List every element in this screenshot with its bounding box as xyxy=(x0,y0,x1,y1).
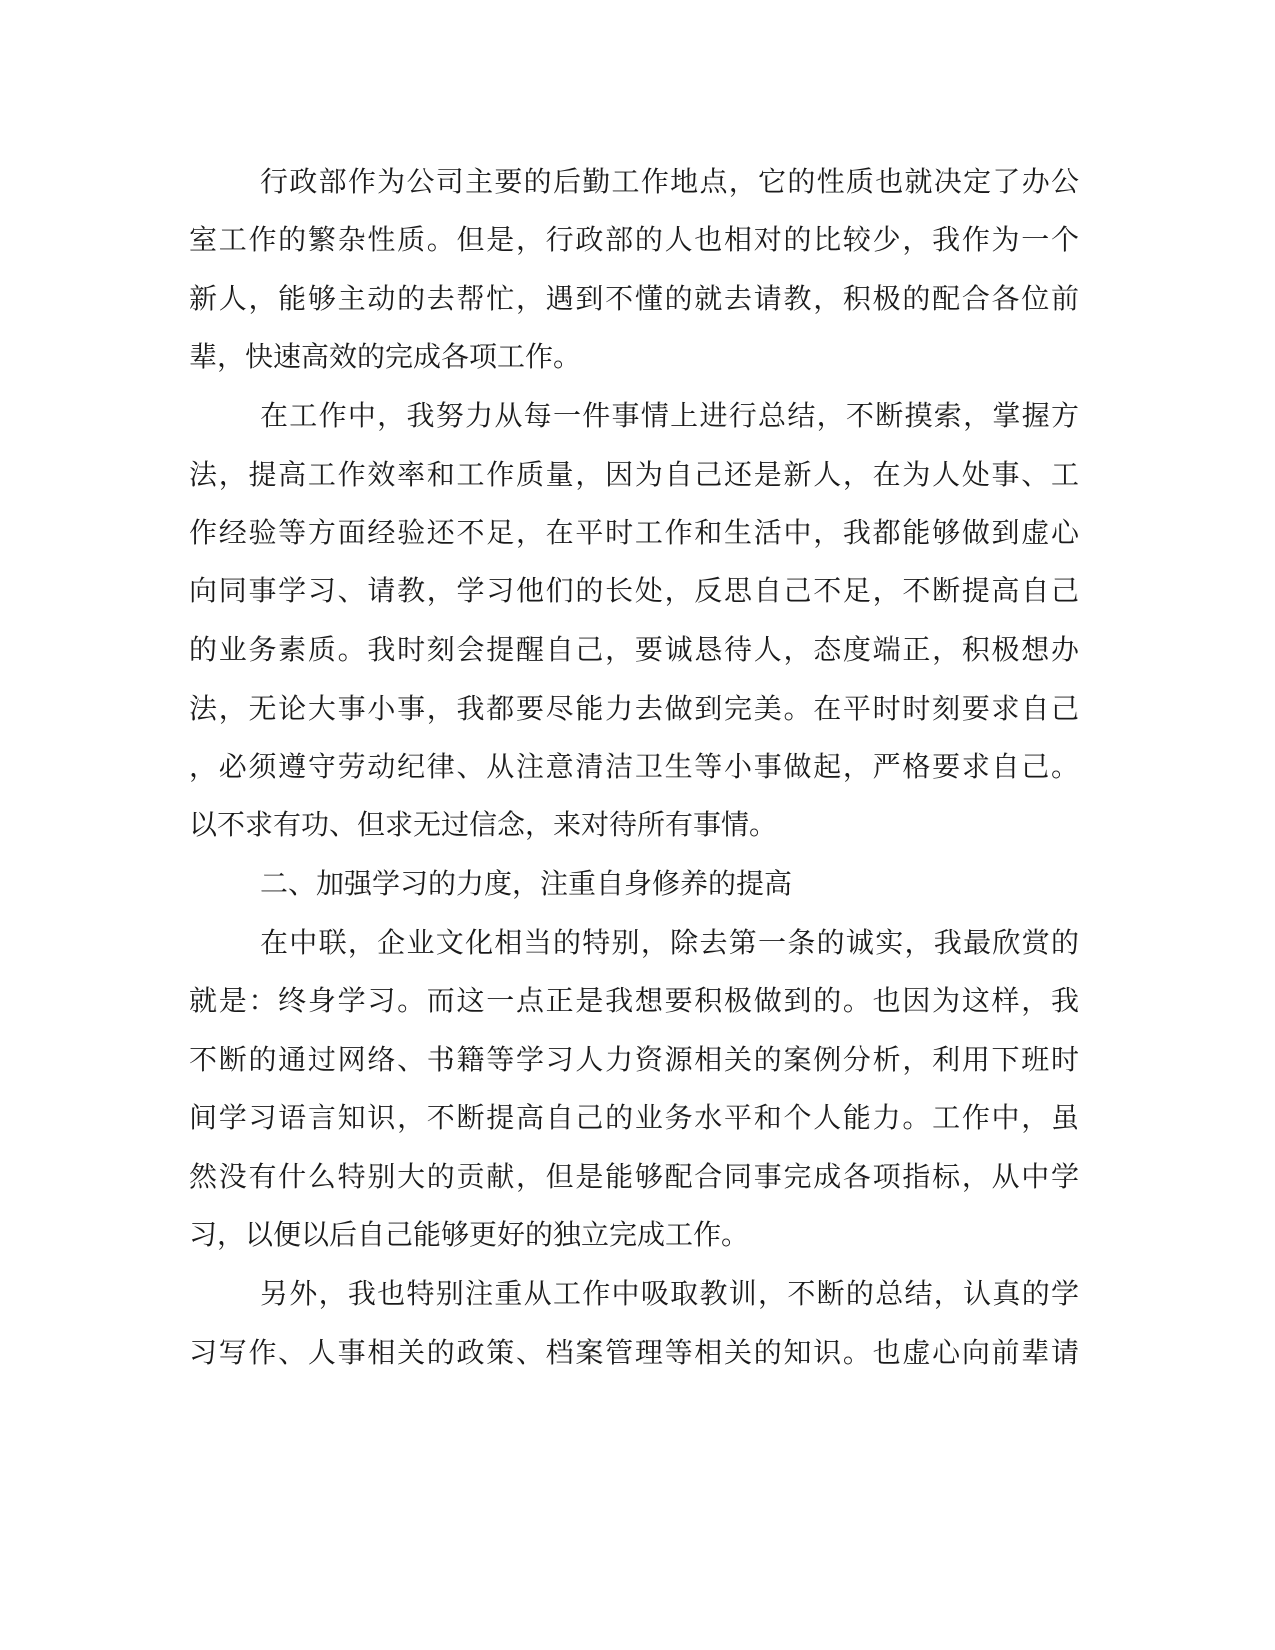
section-heading: 二、加强学习的力度，注重自身修养的提高 xyxy=(260,867,793,900)
text-line: 另外，我也特别注重从工作中吸取教训，不断的总结，认真的学 xyxy=(260,1277,1079,1310)
text-line: 辈，快速高效的完成各项工作。 xyxy=(189,340,582,373)
text-line: 以不求有功、但求无过信念，来对待所有事情。 xyxy=(189,808,778,841)
text-line: 向同事学习、请教，学习他们的长处，反思自己不足，不断提高自己 xyxy=(189,574,1079,607)
text-line: 在中联，企业文化相当的特别，除去第一条的诚实，我最欣赏的 xyxy=(260,926,1079,959)
text-line: 习写作、人事相关的政策、档案管理等相关的知识。也虚心向前辈请 xyxy=(189,1336,1079,1369)
text-line: 行政部作为公司主要的后勤工作地点，它的性质也就决定了办公 xyxy=(260,165,1079,198)
text-line: 习，以便以后自己能够更好的独立完成工作。 xyxy=(189,1218,750,1251)
text-line: 就是：终身学习。而这一点正是我想要积极做到的。也因为这样，我 xyxy=(189,984,1079,1017)
text-line: 法，无论大事小事，我都要尽能力去做到完美。在平时时刻要求自己 xyxy=(189,692,1079,725)
text-line: 室工作的繁杂性质。但是，行政部的人也相对的比较少，我作为一个 xyxy=(189,223,1079,256)
text-line: 新人，能够主动的去帮忙，遇到不懂的就去请教，积极的配合各位前 xyxy=(189,282,1079,315)
text-line: 法，提高工作效率和工作质量，因为自己还是新人，在为人处事、工 xyxy=(189,458,1079,491)
text-line: 在工作中，我努力从每一件事情上进行总结，不断摸索，掌握方 xyxy=(260,399,1079,432)
text-line: ，必须遵守劳动纪律、从注意清洁卫生等小事做起，严格要求自己。 xyxy=(189,750,1079,783)
text-line: 的业务素质。我时刻会提醒自己，要诚恳待人，态度端正，积极想办 xyxy=(189,633,1079,666)
text-line: 作经验等方面经验还不足，在平时工作和生活中，我都能够做到虚心 xyxy=(189,516,1079,549)
text-line: 不断的通过网络、书籍等学习人力资源相关的案例分析，利用下班时 xyxy=(189,1043,1079,1076)
text-line: 然没有什么特别大的贡献，但是能够配合同事完成各项指标，从中学 xyxy=(189,1160,1079,1193)
text-line: 间学习语言知识，不断提高自己的业务水平和个人能力。工作中，虽 xyxy=(189,1101,1079,1134)
